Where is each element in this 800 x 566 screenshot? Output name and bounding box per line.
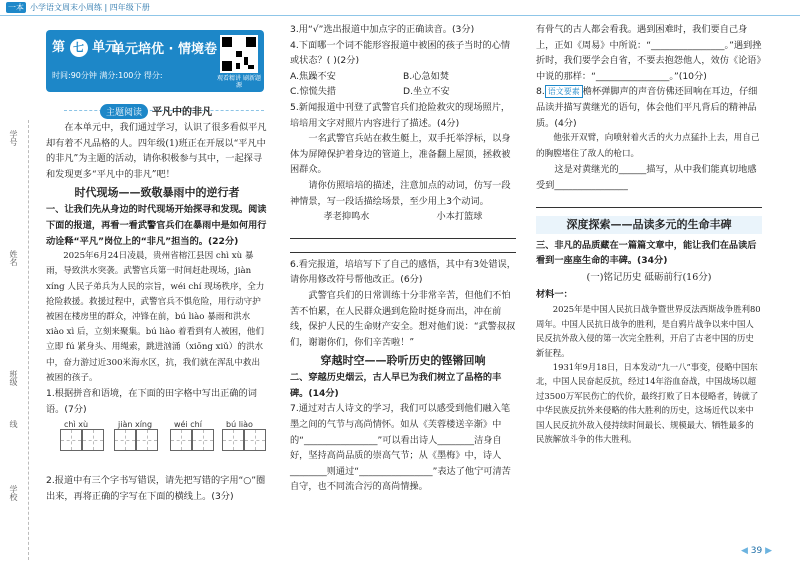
theme-heading [100,100,212,116]
qr-code-icon[interactable] [220,35,258,73]
char-grid [46,417,268,473]
question-4-options [290,69,516,100]
page-number-value: 39 [750,546,763,556]
series-badge: 一本 [8,3,24,12]
question-5-ask: 请你仿照培培的描述，注意加点的动词，仿写一段神情景，写一段话描绘场景，至少用上3个动词。 [290,179,511,207]
grid-box[interactable] [192,429,214,451]
pinyin-3: wéi chí [174,420,202,430]
theme-name: 平凡中的非凡 [152,107,213,118]
question-6-text: 武警官兵们的日常训练十分非常辛苦，但他们不怕苦不怕累，在人民群众遇到危险时挺身而出，冲在前线，保护人民的生命财产安全。想对他们说：“武警叔叔们，谢谢你们，你们辛苦啦！” [290,289,516,348]
material-text-2: 1931年9月18日，日本发动“九一八”事变，侵略中国东北，中国人民奋起反抗，经过14年浴血奋战，中国战场以超过3500万军民伤亡的代价，最终打败了日本侵略者，铸就了中华民族反抗外来侵略的伟大胜利的历史，这场近代以来中国人民反抗外敌入侵持续时间最长、规模最大、牺牲最多的民族解放斗争的伟大胜利。 [536,361,759,444]
news-passage: 2025年6月24日凌晨，贵州省榕江县因 chì xù 暴雨，导致洪水突袭。武警官兵第一时间赶赴现场，jiàn xíng 人民子弟兵为人民的宗旨，wéi chí 现场秩序，全力抢险救援。救援过程中，武警官兵不惧危险，用行动守护被困在楼房里的群众，冲锋在前，bú liào 暴雨和洪水 xiào xì 后，立刻来聚集。bú liào 着看到有人被困，他们立即 fú 紧身头、用绳索，跳进汹涌（xiōng xiǔ）的洪水中，奋力游过近300米海水区，抗，我们就在浑乱中救出被困的孩子。 [46,251,265,383]
answer-line[interactable] [290,239,516,253]
grid-box[interactable] [114,429,136,451]
binding-margin [6,120,26,560]
binding-label-line: 线 [9,420,18,428]
question-7-continued: 有骨气的古人都会看我。遇到困难时，我们要自己身上，正如《周易》中所说：“________________。”遇到挫折时，我们要学会自省，不要去抱怨他人，效仿《论语》中说的那样：“________________。”(10分) [536,24,762,82]
page-number [741,546,772,556]
unit-title: 单元培优 · 情境卷 [112,42,217,57]
binding-label-name: 姓名 [9,250,18,266]
series-title: 小学语文周末小周练 | 四年级下册 [30,3,150,12]
choice-word-2: 小本打篮球 [436,211,483,223]
right-column [536,22,762,446]
question-8-ask: 这是对黄继光的______描写，从中我们能真切地感受到________________ [536,164,757,191]
section-1-title: 时代现场——致敬暴雨中的逆行者 [74,186,240,200]
question-8-number: 8. [536,86,545,98]
grid-box[interactable] [60,429,82,451]
option-a[interactable]: A.焦躁不安 [290,70,336,82]
binding-label-class: 班级 [9,370,18,386]
unit-meta: 时间:90分钟 满分:100分 得分: [52,71,163,80]
grid-box[interactable] [222,429,244,451]
next-page-icon[interactable]: ▶ [765,546,772,556]
question-8-text: 檐杯弹脚声的声音仿佛还回响在耳边，仔细品读并描写黄继光的语句，体会他们平凡背后的精神品质。(4分) [536,86,758,129]
grid-box[interactable] [244,429,266,451]
question-8 [536,84,762,131]
choice-word-1: 孝老抑鸣水 [323,211,370,223]
section-3-question: 三、非凡的品质藏在一篇篇文章中，能让我们在品读后看到一座座生命的丰碑。(34分) [536,239,757,267]
question-1: 1.根据拼音和语境，在下面的田字格中写出正确的词语。(7分) [46,387,257,415]
intro-text: 在本单元中，我们通过学习，认识了很多看似平凡却有着不凡品格的人。四年级(1)班正在开展以“平凡中的非凡”为主题的活动，请你积极参与其中，一起探寻和发现更多“平凡中的非凡”吧！ [46,122,267,180]
unit-header-card [46,30,264,92]
question-3: 3.用“√”选出报道中加点字的正确读音。(3分) [290,24,475,35]
binding-cut-line [28,120,29,560]
question-5: 5.新闻报道中刊登了武警官兵们抢险救灾的现场照片，培培用文字对照片内容进行了描述。(4分) [290,101,511,129]
binding-label-school: 学校 [9,485,18,501]
header-bar [0,0,800,16]
material-text-1: 2025年是中国人民抗日战争暨世界反法西斯战争胜利80周年。中国人民抗日战争的胜利，是自鸦片战争以来中国人民反抗外敌入侵的第一次完全胜利，开启了古老中国的历史新征程。 [536,304,761,358]
middle-column [290,22,516,495]
option-d[interactable]: D.坐立不安 [403,86,450,98]
unit-suffix: 单元 [92,40,119,55]
section-3-title: 深度探索——品读多元的生命丰碑 [536,216,762,234]
answer-line[interactable] [290,225,516,239]
section-2-question: 二、穿越历史烟云，古人早已为我们树立了品格的丰碑。(14分) [290,372,502,399]
unit-prefix: 第 [52,40,66,55]
grid-box[interactable] [170,429,192,451]
question-6: 6.看完报道，培培写下了自己的感悟，其中有3处错误，请你用修改符号帮他改正。(6分) [290,258,516,286]
unit-number-circle: 七 [70,39,88,57]
pinyin-2: jiàn xíng [118,420,153,430]
grid-box[interactable] [82,429,104,451]
qr-caption: 观看精讲 刷新题源 [217,75,261,89]
question-7: 7.通过对古人诗文的学习，我们可以感受到他们融入笔墨之间的气节与高尚情怀。如从《芙蓉楼送辛渐》中的“________________”可以看出诗人________洁身自好，坚持高尚品质的崇高气节；从《墨梅》中，诗人________则通过“________________”表达了他宁可清苦自守，也不同流合污的高尚情操。 [290,403,511,493]
option-c[interactable]: C.惊慌失措 [290,86,337,98]
pinyin-4: bú liào [226,420,253,430]
question-5-text: 一名武警官兵站在救生艇上，双手托举浮标，以身体为屏障保护着身边的管道上，准备翻上屋顶，拯救被困群众。 [290,133,511,176]
prev-page-icon[interactable]: ◀ [740,546,748,556]
question-8-tag: 语文要素 [545,85,583,98]
option-b[interactable]: B.心急如焚 [403,70,449,82]
answer-line[interactable] [536,194,762,208]
question-5-choices [290,209,516,225]
question-2: 2.报道中有三个字书写错误，请先把写错的字用“○”圈出来，再将正确的字写在下面的横线上。(3分) [46,475,266,502]
binding-label-id: 学号 [9,130,18,146]
question-8-quote: 他张开双臂，向喷射着火舌的火力点猛扑上去，用自己的胸膛堵住了敌人的枪口。 [536,133,760,159]
left-column [46,120,268,504]
grid-box[interactable] [136,429,158,451]
section-2-title: 穿越时空——聆听历史的铿锵回响 [320,354,486,368]
section-1-question: 一、让我们先从身边的时代现场开始探寻和发现。阅读下面的报道，再看一看武警官兵们在暴雨中是如何用行动诠释“平凡”岗位上的“非凡”担当的。(22分) [46,204,267,247]
unit-number [52,36,118,57]
material-label: 材料一： [536,288,573,300]
pinyin-1: chì xù [64,420,89,430]
question-4: 4.下面哪一个词不能形容报道中被困的孩子当时的心情或状态？( )(2分) [290,39,511,67]
material-title: (一)铭记历史 砥砺前行(16分) [586,271,712,283]
theme-tag: 主题阅读 [100,104,148,119]
